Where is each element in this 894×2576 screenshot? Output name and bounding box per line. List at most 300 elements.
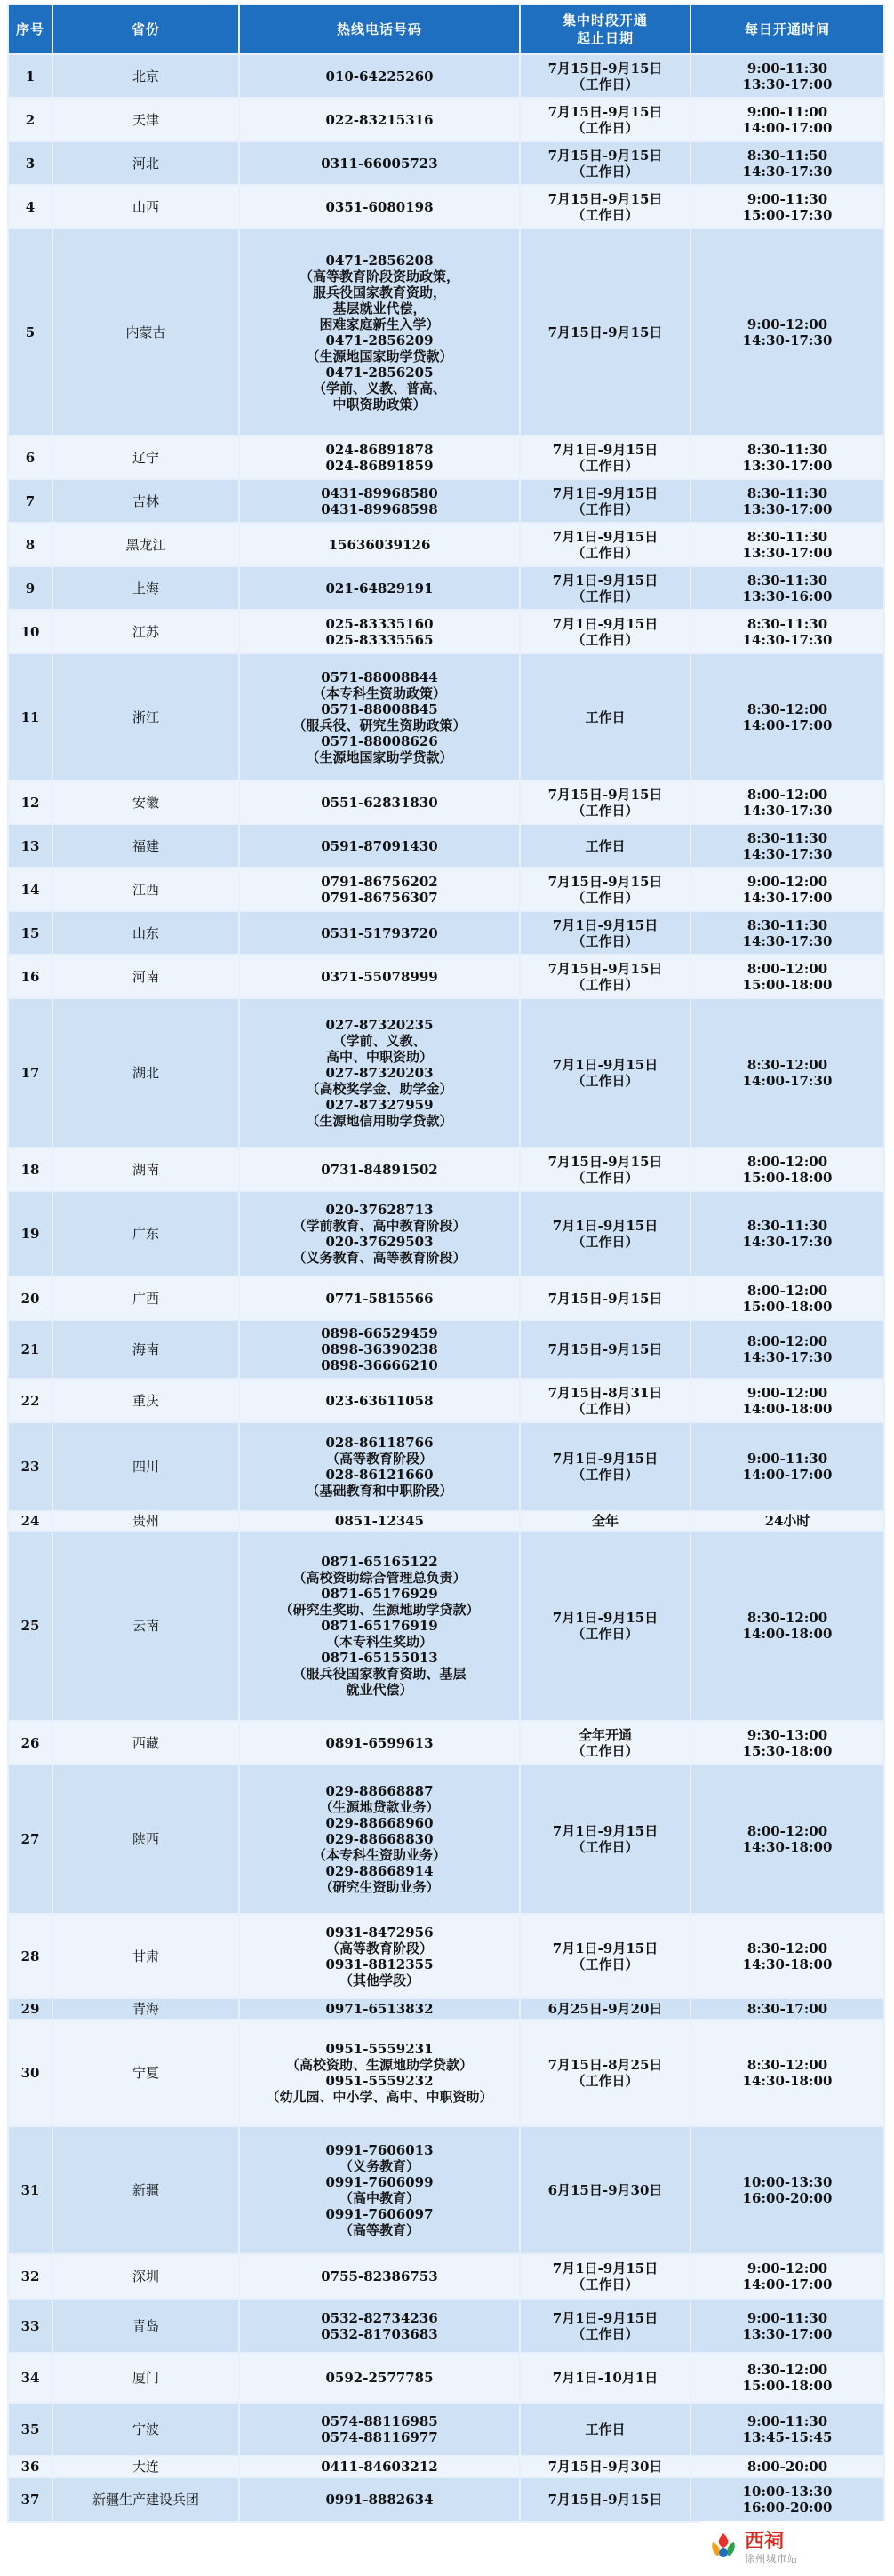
hotline-line: 0931-8472956 <box>325 1924 434 1940</box>
hotline-cell <box>239 1320 520 1379</box>
province-cell: 深圳 <box>52 2254 239 2299</box>
table-row <box>8 1379 884 1422</box>
period-line: （工作日） <box>571 1839 639 1855</box>
period-line: （工作日） <box>571 500 639 517</box>
daily-time-line: 8:00-12:00 <box>746 1823 828 1839</box>
index-cell: 28 <box>8 1914 52 1998</box>
hotline-cell <box>239 868 520 911</box>
index-cell: 34 <box>8 2353 52 2403</box>
header-province: 省份 <box>52 4 239 54</box>
hotline-cell <box>239 54 520 98</box>
period-line: 7月1日-9月15日 <box>552 1451 659 1467</box>
daily-time-line: 13:30-17:00 <box>742 2325 833 2342</box>
index-cell: 32 <box>8 2254 52 2299</box>
index-cell: 16 <box>8 955 52 998</box>
daily-time-line: 8:30-12:00 <box>746 1940 828 1956</box>
hotline-line: 0571-88008845 <box>321 700 438 717</box>
hotline-line: 0592-2577785 <box>325 2370 434 2386</box>
hotline-cell <box>239 1998 520 2020</box>
hotline-line: （本专科生资助业务） <box>312 1847 446 1863</box>
table-row <box>8 141 884 185</box>
period-line: 7月15日-9月15日 <box>547 786 663 803</box>
period-line: （工作日） <box>571 1234 639 1250</box>
daily-time-cell <box>690 911 884 955</box>
period-cell <box>520 185 690 228</box>
hotline-line: 0431-89968580 <box>321 484 438 501</box>
index-cell: 24 <box>8 1511 52 1531</box>
daily-time-cell <box>690 1764 884 1914</box>
index-cell: 20 <box>8 1276 52 1320</box>
daily-time-cell <box>690 780 884 824</box>
period-line: 6月25日-9月20日 <box>547 2001 663 2017</box>
index-cell: 7 <box>8 479 52 523</box>
hotline-cell <box>239 2254 520 2299</box>
hotline-line: 029-88668914 <box>325 1863 434 1879</box>
table-row <box>8 1998 884 2020</box>
period-cell <box>520 2020 690 2126</box>
province-cell: 北京 <box>52 54 239 98</box>
index-cell: 21 <box>8 1320 52 1379</box>
table-row <box>8 1422 884 1511</box>
table-row <box>8 2403 884 2456</box>
daily-time-line: 8:30-11:30 <box>746 484 828 501</box>
daily-time-cell <box>690 955 884 998</box>
hotline-line: 0891-6599613 <box>325 1734 434 1751</box>
table-row <box>8 2126 884 2254</box>
period-line: （工作日） <box>571 76 639 92</box>
period-line: 工作日 <box>585 708 626 725</box>
daily-time-line: 14:30-17:00 <box>742 889 833 906</box>
daily-time-line: 15:00-18:00 <box>742 976 833 993</box>
daily-time-line: 8:30-17:00 <box>746 2001 828 2017</box>
daily-time-line: 14:30-17:30 <box>742 163 833 180</box>
province-cell: 黑龙江 <box>52 523 239 566</box>
period-line: 7月1日-9月15日 <box>552 2260 659 2276</box>
daily-time-line: 14:00-17:30 <box>742 1073 833 1089</box>
daily-time-line: 24小时 <box>764 1513 810 1529</box>
index-cell: 10 <box>8 610 52 653</box>
xici-logo-icon <box>707 2530 739 2562</box>
daily-time-cell <box>690 1531 884 1721</box>
header-index: 序号 <box>8 4 52 54</box>
daily-time-cell <box>690 1379 884 1422</box>
hotline-line: （生源地信用助学贷款） <box>306 1113 453 1129</box>
daily-time-cell <box>690 2020 884 2126</box>
province-cell: 西藏 <box>52 1721 239 1764</box>
period-line: 全年开通 <box>578 1726 632 1743</box>
daily-time-cell <box>690 2254 884 2299</box>
daily-time-cell <box>690 998 884 1148</box>
watermark <box>698 2521 887 2571</box>
daily-time-cell <box>690 98 884 141</box>
hotline-line: 15636039126 <box>328 536 431 553</box>
table-row <box>8 566 884 610</box>
hotline-line: 0591-87091430 <box>321 837 438 854</box>
hotline-cell <box>239 436 520 479</box>
hotline-line: （高等教育） <box>339 2222 419 2238</box>
period-cell <box>520 54 690 98</box>
period-line: 7月15日-9月15日 <box>547 60 663 76</box>
table-row <box>8 824 884 868</box>
hotline-line: 020-37629503 <box>325 1234 434 1250</box>
daily-time-line: 8:30-11:30 <box>746 1218 828 1234</box>
hotline-line: 0991-7606097 <box>325 2206 434 2222</box>
hotline-line: 0931-8812355 <box>325 1956 434 1972</box>
table-row <box>8 2456 884 2477</box>
hotline-cell <box>239 1276 520 1320</box>
index-cell: 37 <box>8 2477 52 2522</box>
hotline-cell <box>239 2477 520 2522</box>
daily-time-cell <box>690 1914 884 1998</box>
daily-time-line: 8:00-20:00 <box>746 2459 828 2475</box>
hotline-cell <box>239 523 520 566</box>
province-cell: 宁波 <box>52 2403 239 2456</box>
index-cell: 12 <box>8 780 52 824</box>
index-cell: 9 <box>8 566 52 610</box>
hotline-cell <box>239 2299 520 2353</box>
period-cell <box>520 228 690 436</box>
daily-time-cell <box>690 824 884 868</box>
hotline-cell <box>239 1379 520 1422</box>
daily-time-line: 14:00-18:00 <box>742 1400 833 1417</box>
daily-time-line: 9:00-12:00 <box>746 2260 828 2276</box>
index-cell: 30 <box>8 2020 52 2126</box>
table-row <box>8 2353 884 2403</box>
daily-time-cell <box>690 653 884 780</box>
daily-time-cell <box>690 2477 884 2522</box>
hotline-cell <box>239 2456 520 2477</box>
hotline-line: （本专科生资助政策） <box>312 684 446 701</box>
province-cell: 厦门 <box>52 2353 239 2403</box>
hotline-line: 0898-66529459 <box>321 1325 438 1341</box>
province-cell: 陕西 <box>52 1764 239 1914</box>
hotline-line: 中职资助政策） <box>332 396 427 412</box>
province-cell: 青海 <box>52 1998 239 2020</box>
period-cell <box>520 2477 690 2522</box>
daily-time-line: 14:30-18:00 <box>742 2073 833 2089</box>
province-cell: 重庆 <box>52 1379 239 1422</box>
province-cell: 海南 <box>52 1320 239 1379</box>
hotline-line: （高校资助、生源地助学贷款） <box>285 2057 473 2073</box>
hotline-line: （研究生奖助、生源地助学贷款） <box>279 1602 480 1618</box>
period-line: 7月1日-9月15日 <box>552 572 659 588</box>
daily-time-line: 14:00-17:00 <box>742 2276 833 2292</box>
hotline-line: 0991-7606099 <box>325 2174 434 2190</box>
province-cell: 四川 <box>52 1422 239 1511</box>
daily-time-cell <box>690 1276 884 1320</box>
province-cell: 河南 <box>52 955 239 998</box>
index-cell: 17 <box>8 998 52 1148</box>
daily-time-cell <box>690 868 884 911</box>
header-period-line: 集中时段开通 <box>562 12 648 28</box>
hotline-line: 基层就业代偿， <box>332 300 427 316</box>
daily-time-cell <box>690 1998 884 2020</box>
hotline-cell <box>239 955 520 998</box>
daily-time-line: 9:00-11:30 <box>746 1451 828 1467</box>
period-cell <box>520 1764 690 1914</box>
hotline-cell <box>239 1914 520 1998</box>
table-row <box>8 2477 884 2522</box>
hotline-line: 0851-12345 <box>334 1513 425 1529</box>
table-row <box>8 911 884 955</box>
period-line: （工作日） <box>571 932 639 949</box>
period-line: 7月15日-9月15日 <box>547 324 663 340</box>
table-row <box>8 98 884 141</box>
province-cell: 湖南 <box>52 1148 239 1191</box>
hotline-line: 025-83335565 <box>325 631 434 648</box>
period-cell <box>520 2299 690 2353</box>
daily-time-line: 13:30-17:00 <box>742 457 833 474</box>
hotline-line: （高校资助综合管理总负责） <box>292 1570 467 1586</box>
hotline-line: 0951-5559231 <box>325 2041 434 2057</box>
daily-time-line: 13:30-17:00 <box>742 544 833 561</box>
period-cell <box>520 479 690 523</box>
province-cell: 吉林 <box>52 479 239 523</box>
period-cell <box>520 610 690 653</box>
hotline-line: 0898-36666210 <box>321 1357 438 1373</box>
daily-time-line: 9:00-12:00 <box>746 873 828 890</box>
province-cell: 福建 <box>52 824 239 868</box>
period-line: 7月1日-9月15日 <box>552 1940 659 1956</box>
table-row <box>8 479 884 523</box>
hotline-line: 028-86118766 <box>325 1435 434 1451</box>
daily-time-line: 10:00-13:30 <box>742 2174 833 2190</box>
daily-time-line: 9:00-11:30 <box>746 60 828 76</box>
daily-time-line: 8:30-11:30 <box>746 441 828 458</box>
period-line: 7月1日-9月15日 <box>552 1823 659 1839</box>
hotline-line: 0731-84891502 <box>321 1161 438 1178</box>
daily-time-line: 14:30-17:30 <box>742 1349 833 1365</box>
daily-time-cell <box>690 566 884 610</box>
index-cell: 36 <box>8 2456 52 2477</box>
period-cell <box>520 955 690 998</box>
table-row <box>8 2254 884 2299</box>
daily-time-line: 8:30-12:00 <box>746 1610 828 1626</box>
table-row <box>8 1764 884 1914</box>
daily-time-cell <box>690 54 884 98</box>
period-line: （工作日） <box>571 588 639 604</box>
period-line: （工作日） <box>571 2325 639 2342</box>
daily-time-line: 15:00-17:30 <box>742 206 833 223</box>
period-cell <box>520 911 690 955</box>
hotline-line: 0991-8882634 <box>325 2492 434 2508</box>
hotline-line: 0871-65176929 <box>321 1586 438 1602</box>
province-cell: 江西 <box>52 868 239 911</box>
index-cell: 2 <box>8 98 52 141</box>
daily-time-line: 8:30-12:00 <box>746 1057 828 1073</box>
daily-time-line: 8:00-12:00 <box>746 786 828 803</box>
daily-time-line: 13:45-15:45 <box>742 2429 833 2445</box>
hotline-line: （其他学段） <box>339 1972 419 1988</box>
period-cell <box>520 523 690 566</box>
daily-time-line: 8:30-12:00 <box>746 700 828 717</box>
period-line: 7月1日-10月1日 <box>552 2370 659 2386</box>
hotline-line: 0531-51793720 <box>321 924 438 941</box>
hotline-line: 027-87320203 <box>325 1065 434 1081</box>
daily-time-cell <box>690 1320 884 1379</box>
period-line: 7月1日-9月15日 <box>552 615 659 632</box>
daily-time-line: 13:30-17:00 <box>742 500 833 517</box>
hotline-line: （高等教育阶段资助政策， <box>299 268 459 284</box>
hotline-line: 0898-36390238 <box>321 1341 438 1357</box>
header-hotline: 热线电话号码 <box>239 4 520 54</box>
daily-time-cell <box>690 1191 884 1276</box>
period-line: 7月1日-9月15日 <box>552 1057 659 1073</box>
period-line: （工作日） <box>571 1742 639 1759</box>
table-row <box>8 228 884 436</box>
table-row <box>8 998 884 1148</box>
hotline-line: 0351-6080198 <box>325 198 434 215</box>
period-line: 7月15日-9月15日 <box>547 960 663 977</box>
period-line: 全年 <box>591 1513 619 1529</box>
province-cell: 新疆生产建设兵团 <box>52 2477 239 2522</box>
period-cell <box>520 2126 690 2254</box>
hotline-line: 020-37628713 <box>325 1202 434 1218</box>
table-row <box>8 653 884 780</box>
hotline-line: （生源地贷款业务） <box>319 1799 440 1815</box>
hotline-line: （高中教育） <box>339 2190 419 2206</box>
province-cell: 江苏 <box>52 610 239 653</box>
daily-time-line: 14:30-17:30 <box>742 332 833 348</box>
table-row <box>8 955 884 998</box>
period-line: 7月15日-9月15日 <box>547 1341 663 1357</box>
index-cell: 23 <box>8 1422 52 1511</box>
province-cell: 天津 <box>52 98 239 141</box>
hotline-line: 0571-88008626 <box>321 732 438 749</box>
daily-time-cell <box>690 185 884 228</box>
hotline-line: 0311-66005723 <box>321 155 438 172</box>
province-cell: 湖北 <box>52 998 239 1148</box>
daily-time-line: 8:30-11:30 <box>746 528 828 545</box>
period-line: （工作日） <box>571 802 639 819</box>
hotline-line: 0951-5559232 <box>325 2073 434 2089</box>
period-line: 7月15日-9月15日 <box>547 1153 663 1170</box>
hotline-cell <box>239 1531 520 1721</box>
hotline-line: 0871-65176919 <box>321 1618 438 1634</box>
index-cell: 31 <box>8 2126 52 2254</box>
index-cell: 15 <box>8 911 52 955</box>
daily-time-line: 8:00-12:00 <box>746 1282 828 1299</box>
daily-time-line: 8:30-11:30 <box>746 829 828 846</box>
hotline-line: 0574-88116985 <box>321 2413 438 2429</box>
daily-time-cell <box>690 2126 884 2254</box>
province-cell: 贵州 <box>52 1511 239 1531</box>
daily-time-line: 14:00-17:00 <box>742 1467 833 1483</box>
province-cell: 甘肃 <box>52 1914 239 1998</box>
hotline-cell <box>239 780 520 824</box>
index-cell: 3 <box>8 141 52 185</box>
daily-time-line: 13:30-16:00 <box>742 588 833 604</box>
hotline-line: 0971-6513832 <box>325 2001 434 2017</box>
daily-time-line: 14:30-17:30 <box>742 1234 833 1250</box>
period-cell <box>520 1148 690 1191</box>
period-line: （工作日） <box>571 544 639 561</box>
hotline-line: （生源地国家助学贷款） <box>306 748 453 765</box>
hotline-cell <box>239 1764 520 1914</box>
hotline-cell <box>239 1148 520 1191</box>
daily-time-line: 8:30-11:30 <box>746 615 828 632</box>
province-cell: 大连 <box>52 2456 239 2477</box>
period-cell <box>520 1511 690 1531</box>
period-line: 7月15日-9月15日 <box>547 190 663 207</box>
index-cell: 4 <box>8 185 52 228</box>
hotline-line: （高等教育阶段） <box>325 1451 433 1467</box>
hotline-line: 0871-65165122 <box>321 1554 438 1570</box>
table-row <box>8 1320 884 1379</box>
hotline-line: 027-87327959 <box>325 1097 434 1113</box>
hotline-line: 高中、中职资助） <box>325 1049 433 1065</box>
table-row <box>8 1148 884 1191</box>
table-row <box>8 1914 884 1998</box>
period-cell <box>520 566 690 610</box>
index-cell: 5 <box>8 228 52 436</box>
daily-time-line: 8:30-12:00 <box>746 2362 828 2378</box>
table-row <box>8 523 884 566</box>
hotline-line: （学前、义教、普高、 <box>312 380 446 396</box>
hotline-cell <box>239 1191 520 1276</box>
index-cell: 19 <box>8 1191 52 1276</box>
index-cell: 22 <box>8 1379 52 1422</box>
hotline-line: （研究生资助业务） <box>319 1879 440 1895</box>
hotline-cell <box>239 2126 520 2254</box>
hotline-cell <box>239 479 520 523</box>
hotline-line: （本专科生奖助） <box>325 1634 433 1650</box>
period-line: 7月15日-9月15日 <box>547 873 663 890</box>
hotline-table <box>7 4 885 2523</box>
hotline-line: 024-86891859 <box>325 457 434 474</box>
table-row <box>8 1276 884 1320</box>
province-cell: 新疆 <box>52 2126 239 2254</box>
daily-time-line: 16:00-20:00 <box>742 2500 833 2516</box>
hotline-line: 0431-89968598 <box>321 500 438 517</box>
period-line: 6月15日-9月30日 <box>547 2182 663 2198</box>
period-cell <box>520 1914 690 1998</box>
period-cell <box>520 436 690 479</box>
daily-time-line: 8:30-11:30 <box>746 916 828 933</box>
daily-time-line: 8:00-12:00 <box>746 1333 828 1349</box>
hotline-line: 就业代偿） <box>346 1682 413 1698</box>
hotline-cell <box>239 228 520 436</box>
hotline-cell <box>239 1422 520 1511</box>
period-line: 工作日 <box>585 837 626 854</box>
hotline-line: （基础教育和中职阶段） <box>306 1483 453 1499</box>
hotline-cell <box>239 610 520 653</box>
period-line: （工作日） <box>571 889 639 906</box>
daily-time-cell <box>690 141 884 185</box>
period-line: （工作日） <box>571 119 639 136</box>
hotline-line: 0991-7606013 <box>325 2142 434 2158</box>
province-cell: 河北 <box>52 141 239 185</box>
index-cell: 29 <box>8 1998 52 2020</box>
daily-time-cell <box>690 479 884 523</box>
table-row <box>8 1721 884 1764</box>
province-cell: 云南 <box>52 1531 239 1721</box>
hotline-cell <box>239 2353 520 2403</box>
hotline-line: 021-64829191 <box>325 580 434 596</box>
daily-time-cell <box>690 610 884 653</box>
period-cell <box>520 824 690 868</box>
period-line: 7月15日-9月30日 <box>547 2459 663 2475</box>
hotline-line: 0755-82386753 <box>321 2268 438 2284</box>
table-row <box>8 2299 884 2353</box>
daily-time-line: 9:00-11:00 <box>746 103 828 120</box>
province-cell: 山西 <box>52 185 239 228</box>
index-cell: 25 <box>8 1531 52 1721</box>
period-cell <box>520 1191 690 1276</box>
daily-time-line: 15:30-18:00 <box>742 1742 833 1759</box>
period-cell <box>520 868 690 911</box>
period-line: （工作日） <box>571 1467 639 1483</box>
